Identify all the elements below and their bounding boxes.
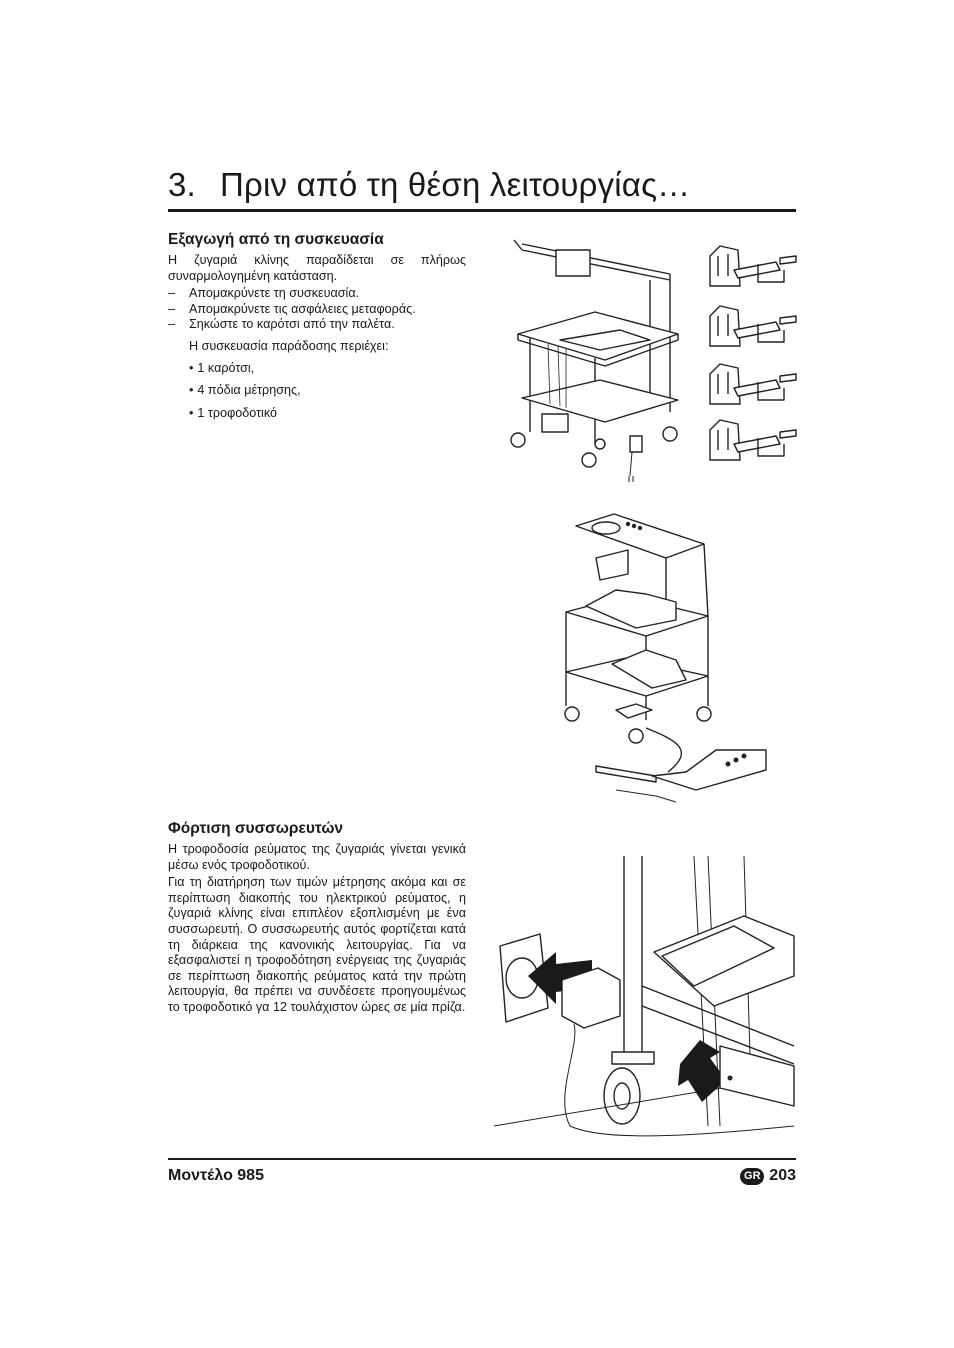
trolley-delivery-illustration [500,236,800,486]
footer-page-info [740,1167,796,1185]
chapter-title [168,166,796,204]
chapter-title-text: Πριν από τη θέση λειτουργίας… [220,166,691,203]
unpacking-heading: Εξαγωγή από τη συσκευασία [168,231,384,248]
charging-illustration [494,856,796,1144]
charging-para-2: Για τη διατήρηση των τιμών μέτρησης ακόμα και σε περίπτωση διακοπής του ηλεκτρικού ρεύματος, η ζυγαριά κλίνης είναι επιπλέον εξοπλισμένη με ένα συσσωρευτή. Ο συσσωρευτής αυτός φορτίζεται κατά τη διάρκεια της κανονικής λειτουργίας. Για να εξασφαλιστεί η τροφοδότηση ενέργειας της ζυγαριάς σε περίπτωση διακοπής ρεύματος κατά την πρώτη λειτουργία, θα πρέπει να συνδέσετε προηγουμένως το τροφοδοτικό γα 12 τουλάχιστον ώρες σε μία πρίζα. [168,875,466,1014]
step-item: – Απομακρύνετε τη συσκευασία. [168,286,466,302]
page-number: 203 [769,1167,796,1184]
step-item: – Απομακρύνετε τις ασφάλειες μεταφοράς. [168,302,466,318]
charging-para-1: Η τροφοδοσία ρεύματος της ζυγαριάς γίνεται γενικά μέσω ενός τροφοδοτικού. [168,842,466,872]
title-rule [168,209,796,212]
charging-text [168,842,466,1018]
contents-item: • 4 πόδια μέτρησης, [189,383,301,398]
language-badge: GR [740,1168,764,1185]
contents-item: • 1 τροφοδοτικό [189,405,277,420]
charging-heading: Φόρτιση συσσωρευτών [168,820,344,837]
chapter-number: 3. [168,166,196,203]
unpacking-text [168,253,466,428]
contents-item: • 1 καρότσι, [189,360,255,375]
step-item: – Σηκώστε το καρότσι από την παλέτα. [168,317,466,333]
footer-model-name: Μοντέλο 985 [168,1167,264,1184]
footer-rule [168,1158,796,1160]
trolley-assembled-illustration [556,510,796,810]
unpacking-intro: Η ζυγαριά κλίνης παραδίδεται σε πλήρως συναρμολογημένη κατάσταση. [168,253,466,283]
contents-intro: Η συσκευασία παράδοσης περιέχει: [189,338,389,353]
unpacking-steps [168,286,466,333]
contents-list [189,361,466,422]
